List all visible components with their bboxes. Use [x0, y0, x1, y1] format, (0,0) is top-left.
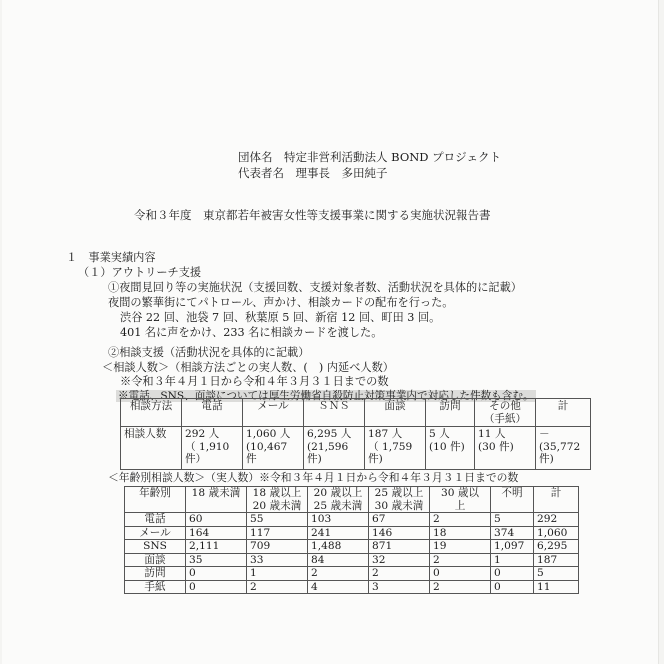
table-header-row	[121, 399, 591, 427]
table-row	[121, 427, 591, 470]
row-label: 電話	[125, 513, 186, 527]
table-header: ＳＮＳ	[304, 399, 365, 427]
row-label: 相談人数	[121, 427, 182, 470]
table-cell: 1	[491, 553, 534, 567]
table-header: 計	[534, 487, 579, 513]
subsection-heading: （１）アウトリーチ支援	[78, 266, 202, 279]
note-highlighted: ※電話、SNS、面談については厚生労働省自殺防止対策事業内で対応した件数も含む。	[118, 390, 534, 402]
table-header: 年齢別	[125, 487, 186, 513]
table-cell: 2	[369, 567, 430, 581]
table-row	[125, 553, 579, 567]
table-header: その他 （手紙）	[475, 399, 536, 427]
table-cell: 5	[534, 567, 579, 581]
table-cell: 1	[247, 567, 308, 581]
table-cell: 871	[369, 540, 430, 554]
table-header: 30 歳以 上	[430, 487, 491, 513]
table-cell: 0	[491, 580, 534, 594]
table-cell: 67	[369, 513, 430, 527]
document-page	[2, 0, 659, 664]
table-cell: 709	[247, 540, 308, 554]
paragraph: ＜年齢別相談人数＞（実人数）※令和３年４月１日から令和４年３月３１日までの数	[108, 471, 519, 484]
paragraph: ※令和３年４月１日から令和４年３月３１日までの数	[120, 375, 389, 388]
table-cell: 3	[369, 580, 430, 594]
table-cell: － (35,772 件)	[536, 427, 591, 470]
table-cell: 292 人 （ 1,910 件）	[182, 427, 243, 470]
table-cell: 0	[186, 580, 247, 594]
age-breakdown-table	[124, 486, 579, 594]
table-cell: 60	[186, 513, 247, 527]
table-header: 18 歳以上 20 歳未満	[247, 487, 308, 513]
table-cell: 2	[430, 513, 491, 527]
table-cell: 35	[186, 553, 247, 567]
table-cell: 2	[247, 580, 308, 594]
table-cell: 11 人 (30 件)	[475, 427, 536, 470]
row-label: 面談	[125, 553, 186, 567]
table-cell: 0	[430, 567, 491, 581]
table-row	[125, 567, 579, 581]
table-header: 25 歳以上 30 歳未満	[369, 487, 430, 513]
table-row	[125, 540, 579, 554]
table-header: 18 歳未満	[186, 487, 247, 513]
paragraph: ①夜間見回り等の実施状況（支援回数、支援対象者数、活動状況を具体的に記載）	[108, 281, 522, 294]
table-cell: 19	[430, 540, 491, 554]
table-cell: 2	[430, 553, 491, 567]
table-header: 訪問	[426, 399, 475, 427]
table-cell: 374	[491, 526, 534, 540]
table-cell: 2	[308, 567, 369, 581]
table-cell: 146	[369, 526, 430, 540]
table-cell: 164	[186, 526, 247, 540]
table-header: 計	[536, 399, 591, 427]
table-cell: 0	[491, 567, 534, 581]
table-cell: 1,060 人 (10,467 件	[243, 427, 304, 470]
table-cell: 55	[247, 513, 308, 527]
report-title: 令和３年度 東京都若年被害女性等支援事業に関する実施状況報告書	[134, 208, 491, 222]
paragraph: 401 名に声をかけ、233 名に相談カードを渡した。	[120, 326, 383, 339]
table-header: 電話	[182, 399, 243, 427]
table-cell: 292	[534, 513, 579, 527]
table-cell: 5	[491, 513, 534, 527]
row-label: メール	[125, 526, 186, 540]
table-cell: 2,111	[186, 540, 247, 554]
table-header: 不明	[491, 487, 534, 513]
table-cell: 2	[430, 580, 491, 594]
table-cell: 6,295	[534, 540, 579, 554]
table-cell: 0	[186, 567, 247, 581]
paragraph: 夜間の繁華街にてパトロール、声かけ、相談カードの配布を行った。	[108, 296, 454, 309]
table-cell: 18	[430, 526, 491, 540]
table-cell: 33	[247, 553, 308, 567]
table-row	[125, 513, 579, 527]
table-cell: 1,097	[491, 540, 534, 554]
row-label: 訪問	[125, 567, 186, 581]
paragraph: 渋谷 22 回、池袋 7 回、秋葉原 5 回、新宿 12 回、町田 3 回。	[120, 311, 441, 324]
row-label: 手紙	[125, 580, 186, 594]
table-cell: 1,060	[534, 526, 579, 540]
table-header: 相談方法	[121, 399, 182, 427]
paragraph: ＜相談人数＞（相談方法ごとの実人数、( ) 内延べ人数）	[102, 361, 394, 374]
row-label: SNS	[125, 540, 186, 554]
table-cell: 241	[308, 526, 369, 540]
table-cell: 11	[534, 580, 579, 594]
section-heading: １ 事業実績内容	[66, 251, 156, 264]
table-header: メール	[243, 399, 304, 427]
table-header: 20 歳以上 25 歳未満	[308, 487, 369, 513]
table-cell: 103	[308, 513, 369, 527]
table-row	[125, 526, 579, 540]
table-cell: 84	[308, 553, 369, 567]
consultation-count-table	[120, 398, 591, 470]
table-cell: 5 人 (10 件)	[426, 427, 475, 470]
table-cell: 6,295 人 (21,596 件)	[304, 427, 365, 470]
table-cell: 32	[369, 553, 430, 567]
table-cell: 117	[247, 526, 308, 540]
table-cell: 187	[534, 553, 579, 567]
table-header-row	[125, 487, 579, 513]
organization-name: 団体名 特定非営利活動法人 BOND プロジェクト	[238, 150, 501, 164]
table-row	[125, 580, 579, 594]
paragraph: ②相談支援（活動状況を具体的に記載）	[108, 346, 310, 359]
table-cell: 187 人 （ 1,759 件)	[365, 427, 426, 470]
table-header: 面談	[365, 399, 426, 427]
table-cell: 1,488	[308, 540, 369, 554]
table-cell: 4	[308, 580, 369, 594]
representative-name: 代表者名 理事長 多田純子	[238, 166, 388, 180]
